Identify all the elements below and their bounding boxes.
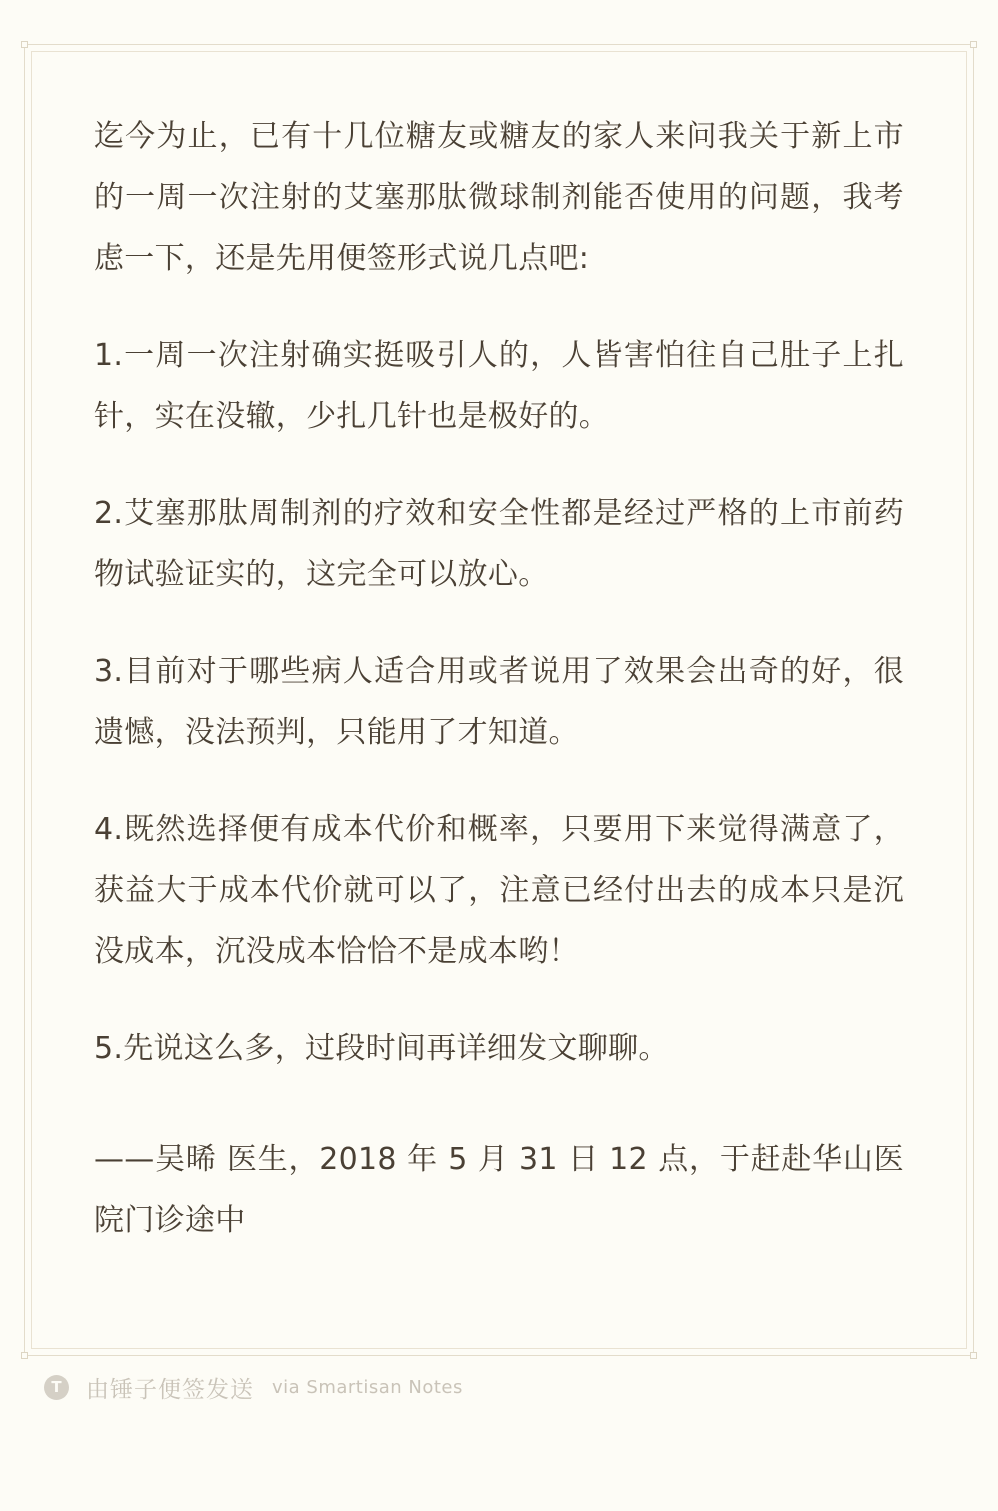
note-paragraph-intro: 迄今为止，已有十几位糖友或糖友的家人来问我关于新上市的一周一次注射的艾塞那肽微球制剂能否使用的问题，我考虑一下，还是先用便签形式说几点吧:	[94, 119, 904, 276]
note-paragraph-point-5: 5.先说这么多，过段时间再详细发文聊聊。	[94, 1031, 669, 1066]
sent-by-label: 由锤子便签发送	[86, 1376, 254, 1403]
smartisan-logo-icon: T	[44, 1375, 69, 1400]
note-body	[94, 106, 904, 1287]
via-app-label: via Smartisan Notes	[272, 1376, 463, 1398]
note-paragraph-point-3: 3.目前对于哪些病人适合用或者说用了效果会出奇的好，很遗憾，没法预判，只能用了才知道。	[94, 654, 904, 750]
note-signature: ——吴晞 医生，2018 年 5 月 31 日 12 点，于赶赴华山医院门诊途中	[94, 1142, 904, 1238]
frame-corner-ornament	[970, 1352, 977, 1359]
note-paragraph-point-2: 2.艾塞那肽周制剂的疗效和安全性都是经过严格的上市前药物试验证实的，这完全可以放心。	[94, 496, 904, 592]
note-paragraph-point-1: 1.一周一次注射确实挺吸引人的，人皆害怕往自己肚子上扎针，实在没辙，少扎几针也是极好的。	[94, 338, 904, 434]
frame-corner-ornament	[21, 41, 28, 48]
frame-corner-ornament	[21, 1352, 28, 1359]
note-paragraph-point-4: 4.既然选择便有成本代价和概率，只要用下来觉得满意了，获益大于成本代价就可以了，注意已经付出去的成本只是沉没成本，沉没成本恰恰不是成本哟！	[94, 812, 904, 969]
frame-corner-ornament	[970, 41, 977, 48]
footer	[44, 1371, 463, 1403]
